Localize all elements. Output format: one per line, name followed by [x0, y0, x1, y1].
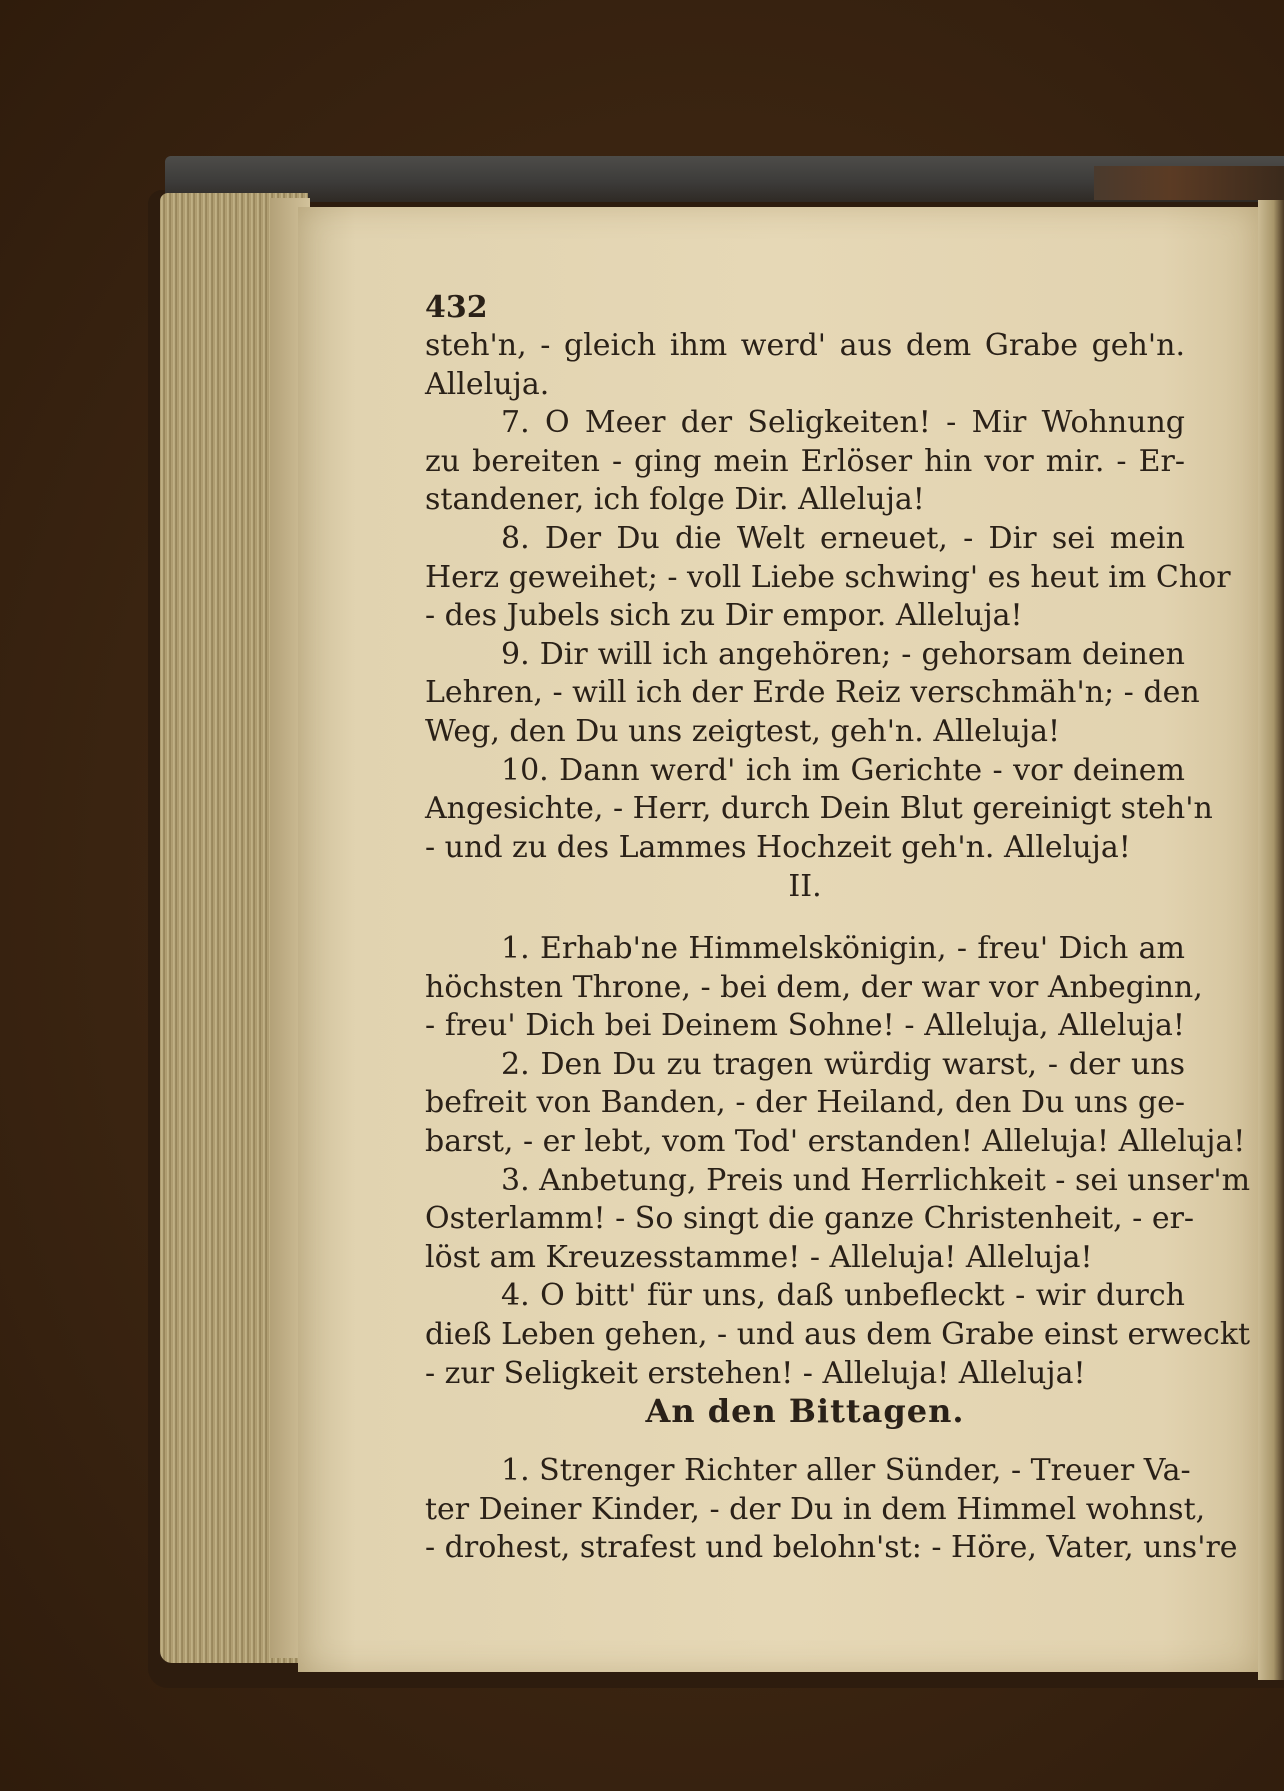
section-1-text	[425, 327, 1231, 867]
section-2-text	[425, 930, 1251, 1393]
text-line: löst am Kreuzesstamme! - Alleluja! Alleluja!	[425, 1239, 1093, 1275]
text-line: 1. Strenger Richter aller Sünder, - Treuer Va-	[501, 1453, 1191, 1488]
text-line: 4. O bitt' für uns, daß unbefleckt - wir durch	[501, 1278, 1185, 1314]
text-line: - freu' Dich bei Deinem Sohne! - Alleluja, Alleluja!	[425, 1008, 1185, 1044]
text-line: Weg, den Du uns zeigtest, geh'n. Alleluja!	[425, 713, 1061, 749]
book-spine-top	[165, 156, 1284, 202]
text-line: standener, ich folge Dir. Alleluja!	[425, 482, 925, 518]
section-3-text	[425, 1452, 1238, 1568]
text-line: ter Deiner Kinder, - der Du in dem Himmel wohnst,	[425, 1491, 1206, 1527]
text-line: - zur Seligkeit erstehen! - Alleluja! Alleluja!	[425, 1355, 1086, 1391]
text-line: 8. Der Du die Welt erneuet, - Dir sei mein	[501, 520, 1185, 556]
text-line: höchsten Throne, - bei dem, der war vor Anbeginn,	[425, 969, 1203, 1005]
text-line: 7. O Meer der Seligkeiten! - Mir Wohnung	[501, 405, 1185, 441]
text-line: 9. Dir will ich angehören; - gehorsam deinen	[501, 636, 1185, 672]
text-line: zu bereiten - ging mein Erlöser hin vor mir. - Er-	[425, 443, 1185, 479]
text-line: Lehren, - will ich der Erde Reiz verschmäh'n; - den	[425, 675, 1200, 711]
text-line: - und zu des Lammes Hochzeit geh'n. Alleluja!	[425, 829, 1131, 865]
text-line: 2. Den Du zu tragen würdig warst, - der uns	[501, 1046, 1185, 1082]
text-line: dieß Leben gehen, - und aus dem Grabe einst erweckt	[425, 1316, 1251, 1352]
section-2-title: II.	[788, 869, 822, 904]
facing-page-edge	[1258, 200, 1284, 1680]
text-line: Angesichte, - Herr, durch Dein Blut gereinigt steh'n	[425, 791, 1213, 827]
section-3-heading: An den Bittagen.	[645, 1392, 965, 1430]
text-line: 3. Anbetung, Preis und Herrlichkeit - sei unser'm	[501, 1162, 1251, 1198]
text-line: - drohest, strafest und belohn'st: - Höre, Vater, uns're	[425, 1530, 1238, 1566]
worn-cover-edge	[1094, 166, 1284, 200]
text-line: befreit von Banden, - der Heiland, den Du uns ge-	[425, 1085, 1185, 1121]
text-line: steh'n, - gleich ihm werd' aus dem Grabe geh'n.	[425, 328, 1185, 363]
text-line: Osterlamm! - So singt die ganze Christenheit, - er-	[425, 1201, 1195, 1237]
text-line: - des Jubels sich zu Dir empor. Alleluja!	[425, 598, 1023, 634]
text-line: 10. Dann werd' ich im Gerichte - vor deinem	[501, 752, 1185, 788]
text-line: 1. Erhab'ne Himmelskönigin, - freu' Dich am	[501, 931, 1185, 966]
text-line: barst, - er lebt, vom Tod' erstanden! Alleluja! Alleluja!	[425, 1123, 1246, 1159]
text-line: Alleluja.	[425, 366, 550, 402]
page-number: 432	[425, 290, 488, 325]
text-line: Herz geweihet; - voll Liebe schwing' es heut im Chor	[425, 559, 1231, 595]
